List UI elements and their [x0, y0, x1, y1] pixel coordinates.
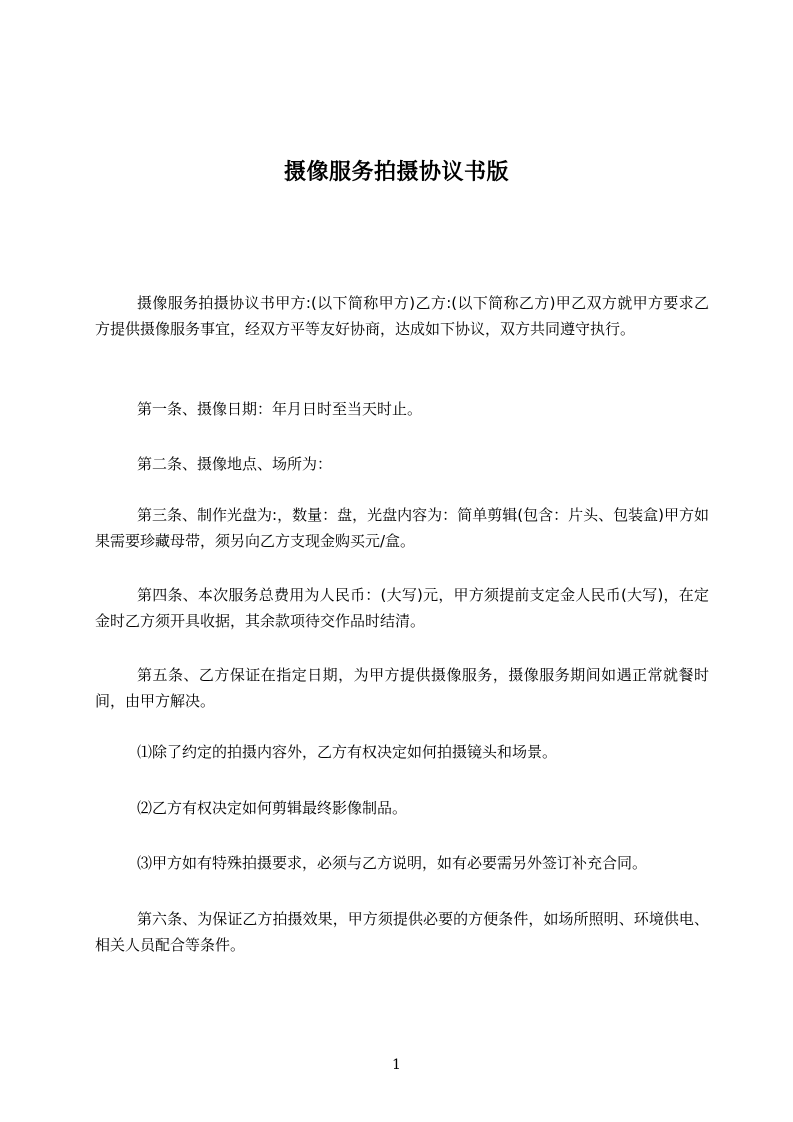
paragraph-clause-3: ⑶甲方如有特殊拍摄要求，必须与乙方说明，如有必要需另外签订补充合同。 — [137, 854, 648, 872]
paragraph-article-5: 第五条、乙方保证在指定日期，为甲方提供摄像服务，摄像服务期间如遇正常就餐时间，由甲方解决。 — [95, 666, 709, 710]
paragraph-article-3: 第三条、制作光盘为:，数量：盘，光盘内容为：简单剪辑(包含：片头、包装盒)甲方如果需要珍藏母带，须另向乙方支现金购买元/盒。 — [95, 506, 709, 550]
paragraph-article-2: 第二条、摄像地点、场所为： — [137, 455, 333, 473]
paragraph-article-6: 第六条、为保证乙方拍摄效果，甲方须提供必要的方便条件，如场所照明、环境供电、相关人员配合等条件。 — [95, 910, 709, 954]
document-title: 摄像服务拍摄协议书版 — [283, 159, 509, 185]
paragraph-intro: 摄像服务拍摄协议书甲方:(以下简称甲方)乙方:(以下简称乙方)甲乙双方就甲方要求乙方提供摄像服务事宜，经双方平等友好协商，达成如下协议，双方共同遵守执行。 — [95, 294, 709, 338]
paragraph-clause-2: ⑵乙方有权决定如何剪辑最终影像制品。 — [137, 799, 408, 817]
page-number: 1 — [392, 1057, 401, 1073]
paragraph-article-1: 第一条、摄像日期：年月日时至当天时止。 — [137, 400, 423, 418]
paragraph-article-4: 第四条、本次服务总费用为人民币：(大写)元，甲方须提前支定金人民币(大写)，在定金时乙方须开具收据，其余款项待交作品时结清。 — [95, 586, 709, 630]
paragraph-clause-1: ⑴除了约定的拍摄内容外，乙方有权决定如何拍摄镜头和场景。 — [137, 743, 558, 761]
